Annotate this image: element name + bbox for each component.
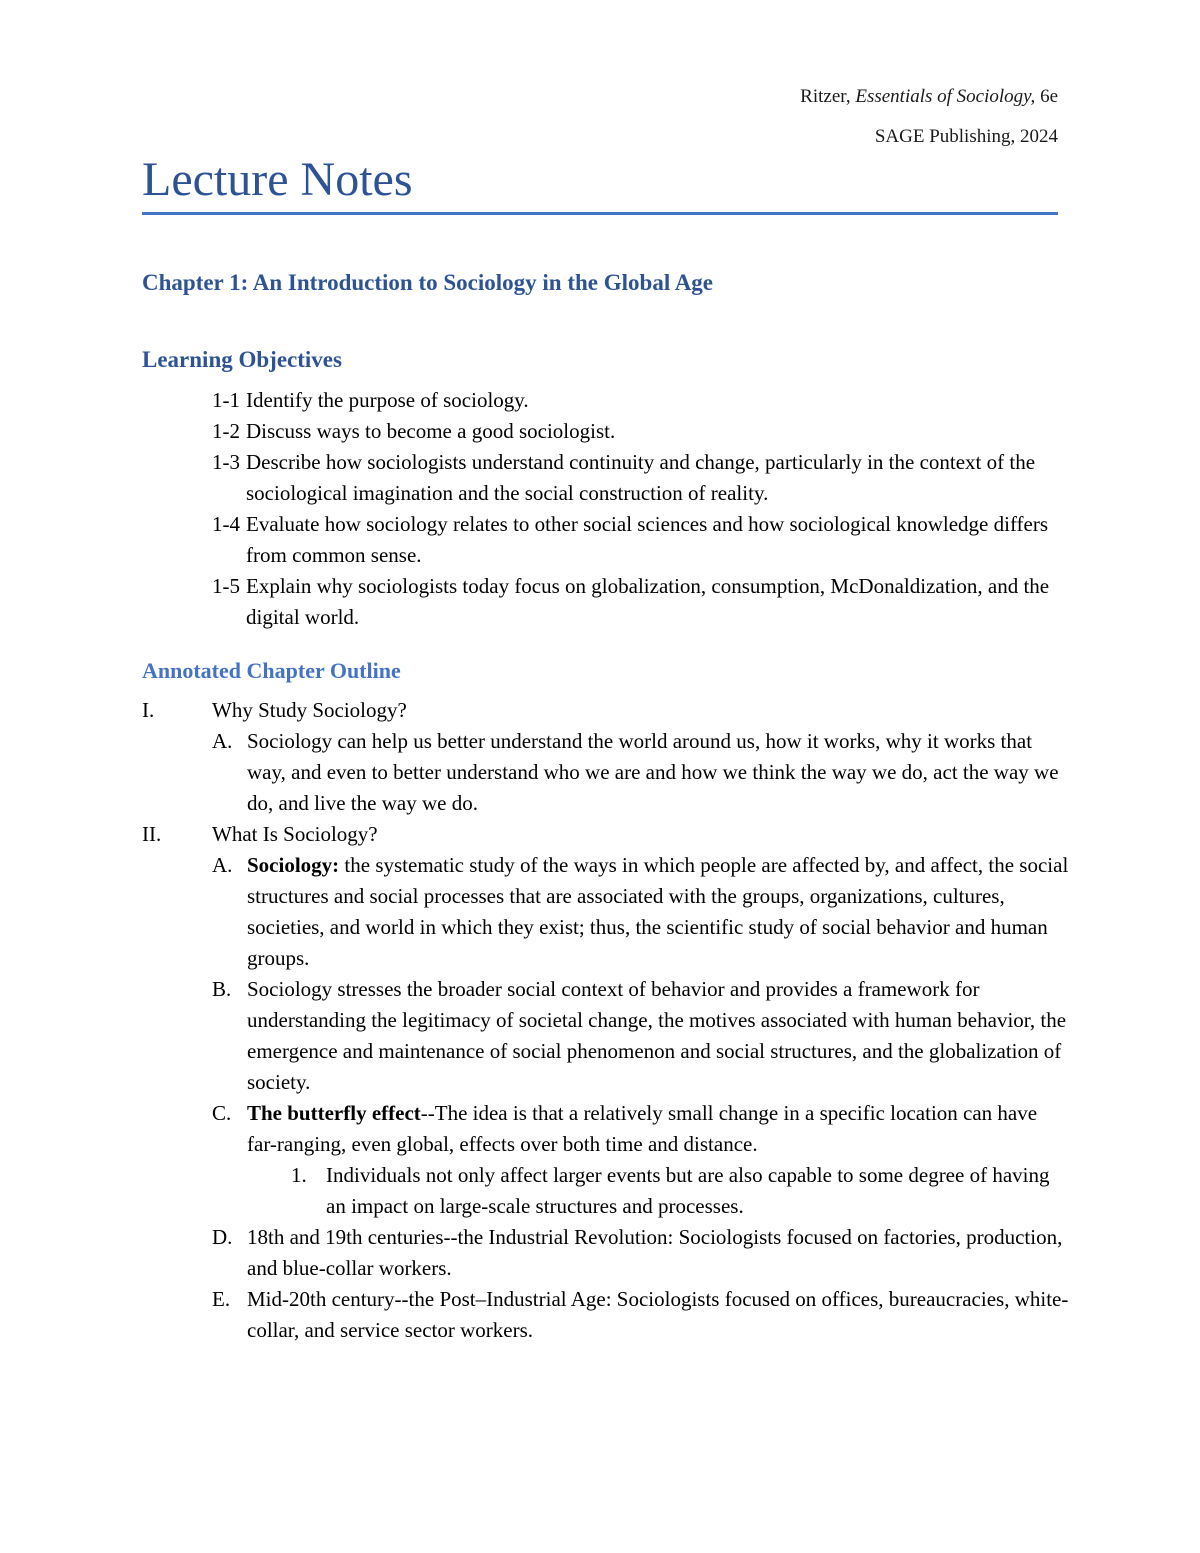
outline-item-ii-c (142, 1098, 1072, 1160)
learning-objectives-heading: Learning Objectives (142, 347, 342, 372)
outline-marker: I. (142, 698, 155, 722)
outline-item-text: Sociology can help us better understand the world around us, how it works, why it works that way, and even to better understand who we are and how we think the way we do, act the way we do, and live the way we do. (247, 729, 1059, 815)
key-term: The butterfly effect (247, 1101, 421, 1125)
objective-number: 1-5 (212, 574, 240, 598)
term-definition: --The idea is that a relatively small change in a specific location can have far-ranging, even global, effects over both time and distance. (247, 1101, 1038, 1156)
outline-marker: C. (212, 1101, 232, 1125)
objective-item (212, 509, 1072, 571)
chapter-outline (142, 695, 1072, 1346)
header-publisher: SAGE Publishing, 2024 (874, 126, 1058, 147)
outline-marker: 1. (291, 1163, 307, 1187)
outline-section-title: Why Study Sociology? (212, 698, 407, 722)
outline-item-text (247, 850, 1072, 974)
header-citation (800, 86, 1058, 108)
objective-item (212, 571, 1072, 633)
outline-marker: A. (212, 853, 233, 877)
objective-item (212, 447, 1072, 509)
objective-number: 1-4 (212, 512, 240, 536)
outline-item-text: Mid-20th century--the Post–Industrial Age: Sociologists focused on offices, bureaucracies, white-collar, and service sector workers. (247, 1287, 1069, 1342)
outline-section-i (142, 695, 1072, 726)
outline-item-i-a (142, 726, 1072, 819)
outline-item-ii-e (142, 1284, 1072, 1346)
chapter-outline-heading: Annotated Chapter Outline (142, 658, 401, 683)
outline-item-ii-d (142, 1222, 1072, 1284)
outline-marker: A. (212, 729, 233, 753)
outline-item-ii-b (142, 974, 1072, 1098)
key-term: Sociology: (247, 853, 340, 877)
outline-item-text: Individuals not only affect larger events but are also capable to some degree of having an impact on large-scale structures and processes. (326, 1163, 1050, 1218)
outline-item-text: Sociology stresses the broader social context of behavior and provides a framework for understanding the legitimacy of societal change, the motives associated with human behavior, the emergence and maintenance of social phenomenon and social structures, and the globalization of society. (247, 977, 1067, 1094)
objective-number: 1-2 (212, 419, 240, 443)
outline-marker: B. (212, 977, 232, 1001)
objective-text: Explain why sociologists today focus on globalization, consumption, McDonaldization, and the digital world. (246, 574, 1050, 629)
header-book-title: Essentials of Sociology, (855, 86, 1036, 107)
objective-text: Identify the purpose of sociology. (246, 388, 529, 412)
outline-item-text: 18th and 19th centuries--the Industrial Revolution: Sociologists focused on factories, production, and blue-collar workers. (247, 1225, 1063, 1280)
outline-section-ii (142, 819, 1072, 850)
outline-marker: II. (142, 822, 162, 846)
objective-number: 1-3 (212, 450, 240, 474)
outline-item-ii-c-1 (142, 1160, 1072, 1222)
outline-item-text (247, 1098, 1072, 1160)
header-edition: 6e (1035, 86, 1058, 107)
objective-text: Evaluate how sociology relates to other social sciences and how sociological knowledge differs from common sense. (246, 512, 1049, 567)
header-author: Ritzer, (800, 86, 856, 107)
objective-item (212, 385, 1072, 416)
outline-marker: E. (212, 1287, 231, 1311)
term-definition: the systematic study of the ways in which people are affected by, and affect, the social structures and social processes that are associated with the groups, organizations, cultures, societies, and world in which they exist; thus, the scientific study of social behavior and human groups. (247, 853, 1069, 970)
objective-text: Discuss ways to become a good sociologist. (246, 419, 616, 443)
outline-marker: D. (212, 1225, 233, 1249)
objective-text: Describe how sociologists understand continuity and change, particularly in the context of the sociological imagination and the social construction of reality. (246, 450, 1036, 505)
outline-item-ii-a (142, 850, 1072, 974)
outline-section-title: What Is Sociology? (212, 822, 378, 846)
objective-number: 1-1 (212, 388, 240, 412)
chapter-heading: Chapter 1: An Introduction to Sociology in the Global Age (142, 270, 714, 295)
document-title: Lecture Notes (142, 153, 413, 206)
learning-objectives-list (212, 385, 1072, 633)
objective-item (212, 416, 1072, 447)
title-underline (142, 212, 1058, 215)
